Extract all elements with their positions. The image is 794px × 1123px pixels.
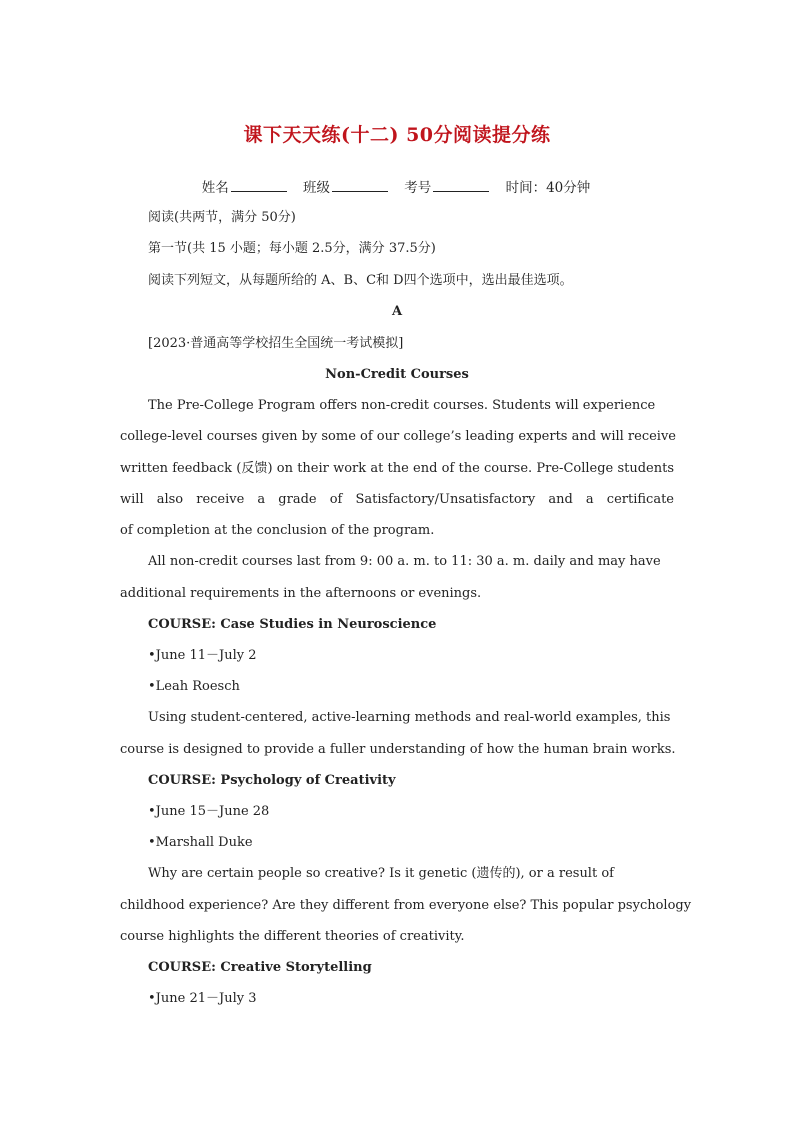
exam-number-label: 考号	[404, 180, 432, 196]
passage-title: Non-Credit Courses	[325, 367, 469, 382]
course-heading: COURSE: Psychology of Creativity	[148, 773, 396, 788]
passage-source: [2023·普通高等学校招生全国统一考试模拟]	[148, 336, 404, 351]
intro-line-1: The Pre-College Program offers non-credit courses. Students will experience	[148, 398, 656, 413]
instruction: 阅读下列短文，从每题所给的 A、B、C和 D四个选项中，选出最佳选项。	[148, 273, 573, 288]
exam-number-blank	[433, 178, 489, 192]
student-info-row	[0, 178, 794, 197]
intro-line-4: will also receive a grade of Satisfactory/Unsatisfactory and a certificate	[120, 492, 674, 507]
document-title: 课下天天练(十二) 50分阅读提分练	[243, 124, 551, 146]
intro-line-5: of completion at the conclusion of the program.	[120, 523, 435, 538]
class-label: 班级	[303, 180, 330, 196]
name-label: 姓名	[201, 180, 229, 196]
course-desc-line: course highlights the different theories of creativity.	[120, 929, 465, 944]
course-heading: COURSE: Creative Storytelling	[148, 960, 372, 975]
hours-line-2: additional requirements in the afternoons or evenings.	[120, 586, 482, 601]
section-one: 第一节(共 15 小题；每小题 2.5分，满分 37.5分)	[148, 241, 436, 256]
class-blank	[332, 178, 388, 192]
intro-line-3: written feedback (反馈) on their work at the end of the course. Pre-College students	[120, 461, 674, 476]
hours-line-1: All non-credit courses last from 9: 00 a. m. to 11: 30 a. m. daily and may have	[148, 554, 661, 569]
course-desc-line: course is designed to provide a fuller understanding of how the human brain works.	[120, 742, 676, 757]
course-desc-line: childhood experience? Are they different from everyone else? This popular psychology	[120, 898, 692, 913]
course-teacher: •Marshall Duke	[148, 835, 253, 850]
time-label: 时间：40分钟	[505, 180, 591, 196]
course-dates: •June 11－July 2	[148, 648, 257, 663]
name-blank	[231, 178, 287, 192]
course-heading: COURSE: Case Studies in Neuroscience	[148, 617, 437, 632]
intro-line-2: college-level courses given by some of our college’s leading experts and will receive	[120, 429, 676, 444]
course-dates: •June 15－June 28	[148, 804, 270, 819]
course-teacher: •Leah Roesch	[148, 679, 240, 694]
course-desc-line: Why are certain people so creative? Is it genetic (遗传的), or a result of	[148, 866, 614, 881]
section-reading: 阅读(共两节，满分 50分)	[148, 210, 296, 225]
course-dates: •June 21－July 3	[148, 991, 257, 1006]
course-desc-line: Using student-centered, active-learning methods and real-world examples, this	[148, 710, 671, 725]
passage-letter: A	[391, 304, 403, 319]
